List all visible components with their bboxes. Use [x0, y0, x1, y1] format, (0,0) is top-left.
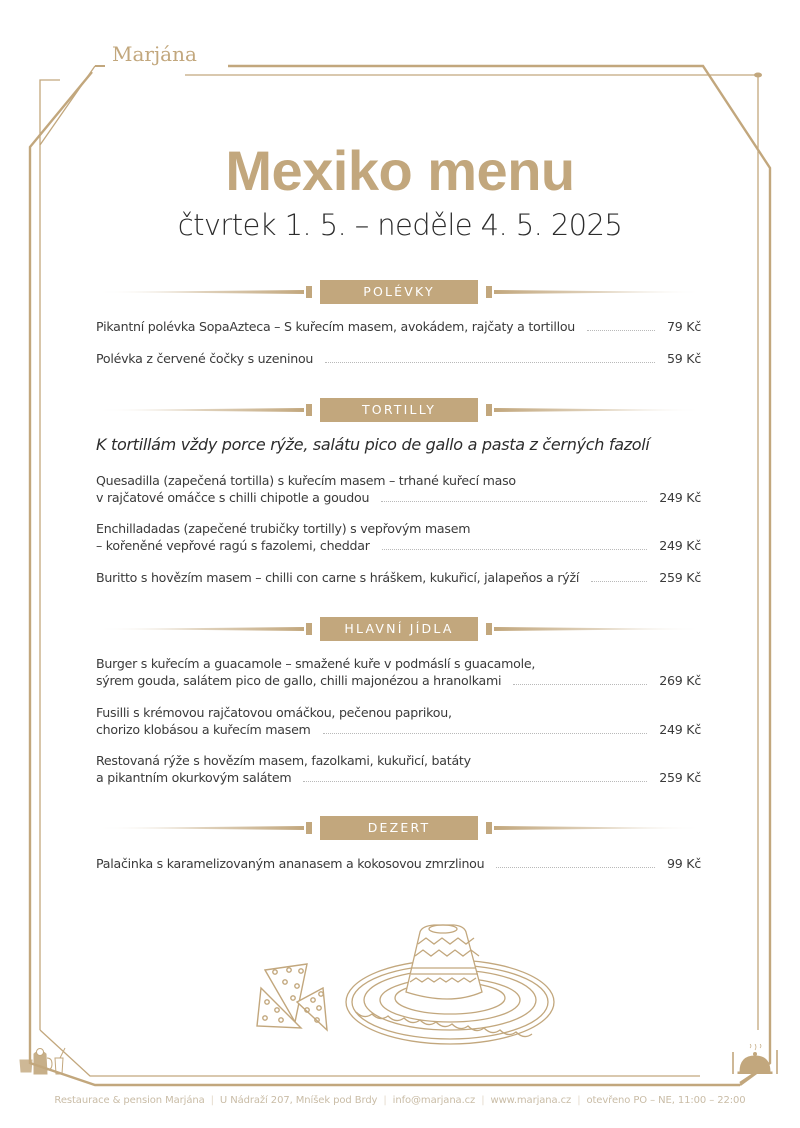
item-name: Enchilladadas (zapečené trubičky tortilly) s vepřovým masem: [96, 521, 471, 536]
divider-stub: [486, 822, 492, 834]
page-title: Mexiko menu: [225, 139, 575, 202]
section-header-soups: [96, 280, 702, 304]
dot-leader: [513, 684, 647, 685]
sombrero-icon: [342, 920, 560, 1050]
dot-leader: [323, 733, 648, 734]
drinks-icon: [18, 1046, 68, 1076]
footer-email[interactable]: info@marjana.cz: [392, 1095, 476, 1106]
logo-text: Marjána: [112, 42, 197, 66]
menu-item: [96, 704, 701, 738]
menu-item: [96, 520, 701, 554]
divider-stub: [306, 286, 312, 298]
item-name-cont: v rajčatové omáčce s chilli chipotle a goudou: [96, 490, 370, 505]
divider-stub: [486, 286, 492, 298]
item-name-cont: a pikantním okurkovým salátem: [96, 770, 292, 785]
item-name-cont: – kořeněné vepřové ragú s fazolemi, cheddar: [96, 538, 370, 553]
footer-web[interactable]: www.marjana.cz: [490, 1095, 572, 1106]
item-name: Fusilli s krémovou rajčatovou omáčkou, pečenou paprikou,: [96, 705, 452, 720]
divider-stub: [306, 822, 312, 834]
footer-separator: |: [210, 1095, 214, 1106]
item-name: Buritto s hovězím masem – chilli con carne s hráškem, kukuřicí, jalapeňos a rýží: [96, 570, 580, 585]
footer-hours: otevřeno PO – NE, 11:00 – 22:00: [586, 1095, 746, 1106]
section-header-tortillas: [96, 398, 702, 422]
nachos-icon: [255, 958, 335, 1038]
dot-leader: [496, 867, 655, 868]
divider-line: [96, 290, 304, 294]
divider-line: [494, 627, 702, 631]
divider-line: [96, 408, 304, 412]
footer-separator: |: [577, 1095, 581, 1106]
item-name: Quesadilla (zapečená tortilla) s kuřecím masem – trhané kuřecí maso: [96, 473, 516, 488]
item-price: 269 Kč: [659, 673, 701, 688]
dot-leader: [382, 549, 648, 550]
item-name: Pikantní polévka SopaAzteca – S kuřecím masem, avokádem, rajčaty a tortillou: [96, 319, 576, 334]
section-header-main-dishes: [96, 617, 702, 641]
item-price: 249 Kč: [659, 490, 701, 505]
divider-line: [494, 408, 702, 412]
section-label: POLÉVKY: [320, 280, 478, 304]
item-name: Burger s kuřecím a guacamole – smažené kuře v podmáslí s guacamole,: [96, 656, 536, 671]
item-name: Restovaná rýže s hovězím masem, fazolkami, kukuřicí, batáty: [96, 753, 471, 768]
item-name: Polévka z červené čočky s uzeninou: [96, 351, 314, 366]
menu-item: [96, 350, 701, 367]
footer-separator: |: [481, 1095, 485, 1106]
dot-leader: [591, 581, 647, 582]
section-label: HLAVNÍ JÍDLA: [320, 617, 478, 641]
divider-line: [494, 290, 702, 294]
item-price: 99 Kč: [667, 856, 701, 871]
divider-stub: [306, 623, 312, 635]
menu-item: [96, 855, 701, 872]
menu-item: [96, 752, 701, 786]
divider-stub: [306, 404, 312, 416]
dot-leader: [303, 781, 647, 782]
footer: [0, 1095, 800, 1106]
divider-line: [96, 826, 304, 830]
item-price: 249 Kč: [659, 538, 701, 553]
footer-address: U Nádraží 207, Mníšek pod Brdy: [219, 1095, 378, 1106]
dot-leader: [381, 501, 647, 502]
date-range: čtvrtek 1. 5. – neděle 4. 5. 2025: [177, 208, 623, 242]
item-name: Palačinka s karamelizovaným ananasem a kokosovou zmrzlinou: [96, 856, 485, 871]
brand-logo: [112, 42, 197, 66]
section-header-dessert: [96, 816, 702, 840]
menu-item: [96, 318, 701, 335]
cloche-cutlery-icon: [730, 1044, 780, 1076]
divider-stub: [486, 404, 492, 416]
footer-name: Restaurace & pension Marjána: [54, 1095, 205, 1106]
item-price: 249 Kč: [659, 722, 701, 737]
divider-line: [494, 826, 702, 830]
section-label: DEZERT: [320, 816, 478, 840]
item-price: 79 Kč: [667, 319, 701, 334]
menu-item: [96, 655, 701, 689]
dot-leader: [325, 362, 655, 363]
menu-item: [96, 569, 701, 586]
menu-item: [96, 472, 701, 506]
divider-line: [96, 627, 304, 631]
item-price: 259 Kč: [659, 570, 701, 585]
section-note: K tortillám vždy porce rýže, salátu pico de gallo a pasta z černých fazolí: [96, 435, 650, 454]
item-price: 59 Kč: [667, 351, 701, 366]
footer-separator: |: [383, 1095, 387, 1106]
item-price: 259 Kč: [659, 770, 701, 785]
item-name-cont: sýrem gouda, salátem pico de gallo, chilli majonézou a hranolkami: [96, 673, 502, 688]
dot-leader: [587, 330, 655, 331]
section-label: TORTILLY: [320, 398, 478, 422]
item-name-cont: chorizo klobásou a kuřecím masem: [96, 722, 311, 737]
divider-stub: [486, 623, 492, 635]
